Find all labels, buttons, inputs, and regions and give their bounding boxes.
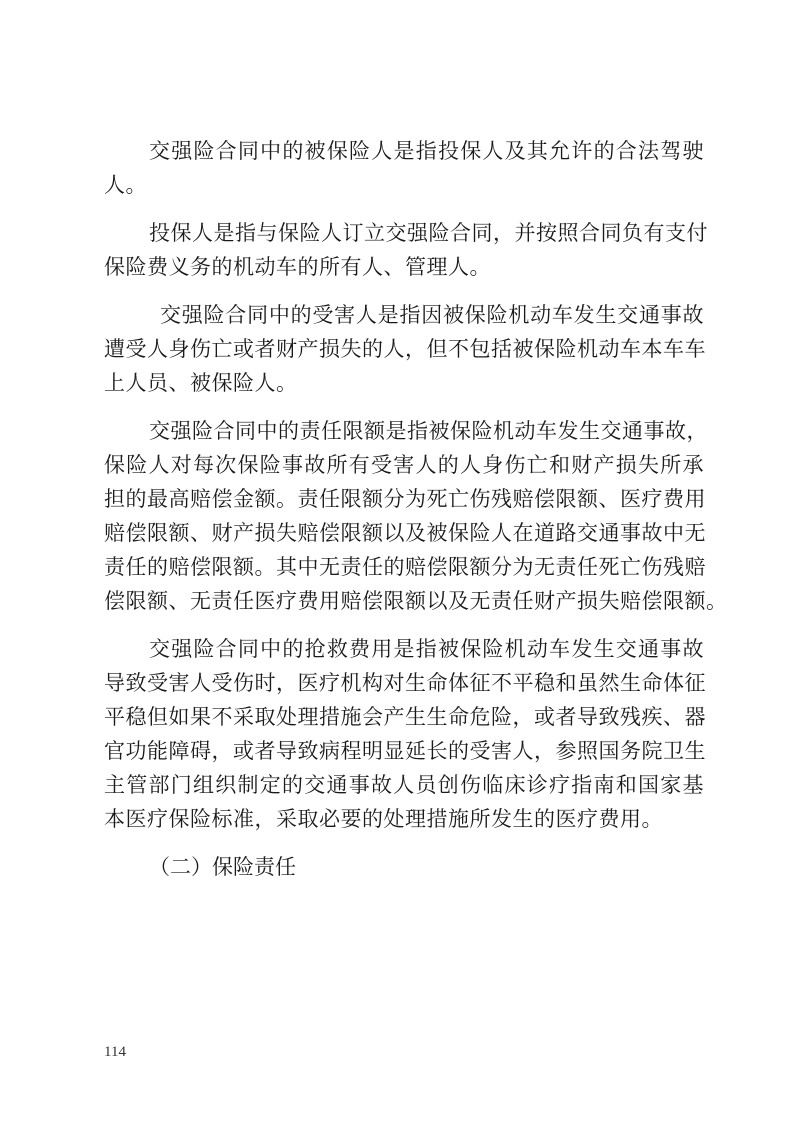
text-line: 官功能障碍，或者导致病程明显延长的受害人，参照国务院卫生	[104, 739, 706, 763]
text-line: 责任的赔偿限额。其中无责任的赔偿限额分为无责任死亡伤残赔	[104, 555, 706, 579]
paragraph-rescue-cost-definition	[104, 632, 704, 836]
text-line: 投保人是指与保险人订立交强险合同，并按照合同负有支付	[149, 221, 708, 245]
text-line: 偿限额、无责任医疗费用赔偿限额以及无责任财产损失赔偿限额。	[104, 589, 728, 613]
text-line: 保险人对每次保险事故所有受害人的人身伤亡和财产损失所承	[104, 453, 704, 477]
text-line: 本医疗保险标准，采取必要的处理措施所发生的医疗费用。	[104, 807, 663, 831]
text-line: 导致受害人受伤时，医疗机构对生命体征不平稳和虽然生命体征	[104, 671, 706, 695]
text-line: 交强险合同中的被保险人是指投保人及其允许的合法驾驶	[149, 139, 704, 163]
text-line: 交强险合同中的抢救费用是指被保险机动车发生交通事故	[149, 637, 704, 661]
body-text	[104, 134, 728, 884]
section-heading: （二）保险责任	[149, 855, 296, 879]
text-line: 遭受人身伤亡或者财产损失的人，但不包括被保险机动车本车车	[104, 337, 706, 361]
text-line: 人。	[104, 173, 147, 197]
text-line: 赔偿限额、财产损失赔偿限额以及被保险人在道路交通事故中无	[104, 521, 706, 545]
text-line: 上人员、被保险人。	[104, 371, 298, 395]
text-line: 保险费义务的机动车的所有人、管理人。	[104, 255, 491, 279]
text-line: 交强险合同中的受害人是指因被保险机动车发生交通事故	[160, 303, 704, 327]
paragraph-insured-definition	[104, 134, 704, 202]
paragraph-victim-definition	[104, 298, 704, 400]
paragraph-liability-limit-definition	[104, 414, 728, 618]
text-line: 平稳但如果不采取处理措施会产生生命危险，或者导致残疾、器	[104, 705, 706, 729]
page-number: 114	[104, 1044, 126, 1060]
text-line: 交强险合同中的责任限额是指被保险机动车发生交通事故，	[149, 419, 708, 443]
paragraph-policyholder-definition	[104, 216, 708, 284]
text-line: 主管部门组织制定的交通事故人员创伤临床诊疗指南和国家基	[104, 773, 704, 797]
text-line: 担的最高赔偿金额。责任限额分为死亡伤残赔偿限额、医疗费用	[104, 487, 706, 511]
